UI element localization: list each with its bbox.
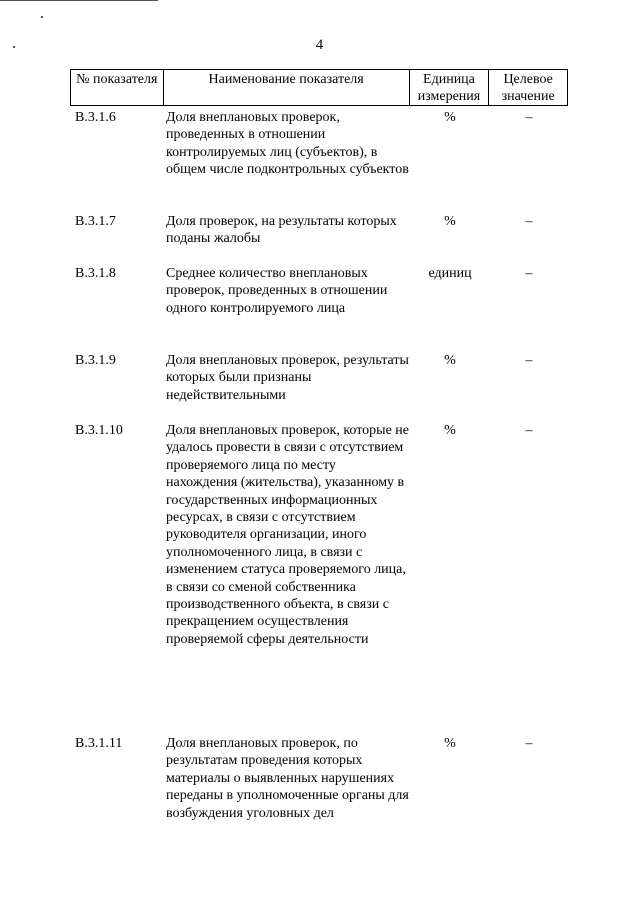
- table-header: [70, 69, 568, 106]
- indicator-code: В.3.1.11: [75, 736, 123, 751]
- indicator-unit: %: [444, 110, 456, 125]
- indicator-name: Доля внеплановых проверок, которые не удалось провести в связи с отсутствием проверяемого лица по месту нахождения (жительства), указанному в государственных информационных ресурсах, в связи с отсутствием руководителя организации, иного уполномоченного лица, в связи с изменением статуса проверяемого лица, в связи со сменой собственника производственного объекта, в связи с прекращением осуществления проверяемой сферы деятельности: [166, 423, 410, 647]
- indicator-target: –: [525, 423, 533, 438]
- table-row: [70, 735, 568, 822]
- indicator-code: В.3.1.9: [75, 353, 116, 368]
- indicator-code: В.3.1.7: [75, 214, 116, 229]
- indicator-name: Доля проверок, на результаты которых поданы жалобы: [166, 214, 397, 247]
- header-target: Целевое значение: [501, 72, 555, 104]
- indicator-unit: %: [444, 736, 456, 751]
- table-row: [70, 422, 568, 648]
- table-row: [70, 352, 568, 404]
- header-name: Наименование показателя: [164, 70, 410, 105]
- scan-speck: [41, 16, 43, 18]
- indicator-unit: %: [444, 214, 456, 229]
- indicator-target: –: [525, 736, 533, 751]
- header-number: № показателя: [71, 70, 164, 105]
- table-row: [70, 213, 568, 248]
- indicator-target: –: [525, 110, 533, 125]
- indicator-code: В.3.1.8: [75, 266, 116, 281]
- indicator-target: –: [525, 266, 533, 281]
- indicator-name: Доля внеплановых проверок, проведенных в отношении контролируемых лиц (субъектов), в общем числе подконтрольных субъектов: [166, 110, 409, 178]
- page-number: 4: [315, 37, 324, 53]
- scan-artifact-line: [0, 0, 158, 1]
- indicator-name: Доля внеплановых проверок, результаты которых были признаны недействительными: [166, 353, 409, 403]
- indicator-unit: %: [444, 353, 456, 368]
- header-unit: Единица измерения: [410, 70, 490, 105]
- indicator-unit: %: [444, 423, 456, 438]
- indicator-code: В.3.1.10: [75, 423, 123, 438]
- indicator-name: Доля внеплановых проверок, по результатам проведения которых материалы о выявленных нарушениях переданы в уполномоченные органы для возбуждения уголовных дел: [166, 736, 409, 821]
- indicator-target: –: [525, 214, 533, 229]
- indicator-name: Среднее количество внеплановых проверок, проведенных в отношении одного контролируемого лица: [166, 266, 388, 316]
- indicator-unit: единиц: [428, 266, 472, 281]
- table-row: [70, 109, 568, 179]
- indicator-target: –: [525, 353, 533, 368]
- table-row: [70, 265, 568, 317]
- indicator-code: В.3.1.6: [75, 110, 116, 125]
